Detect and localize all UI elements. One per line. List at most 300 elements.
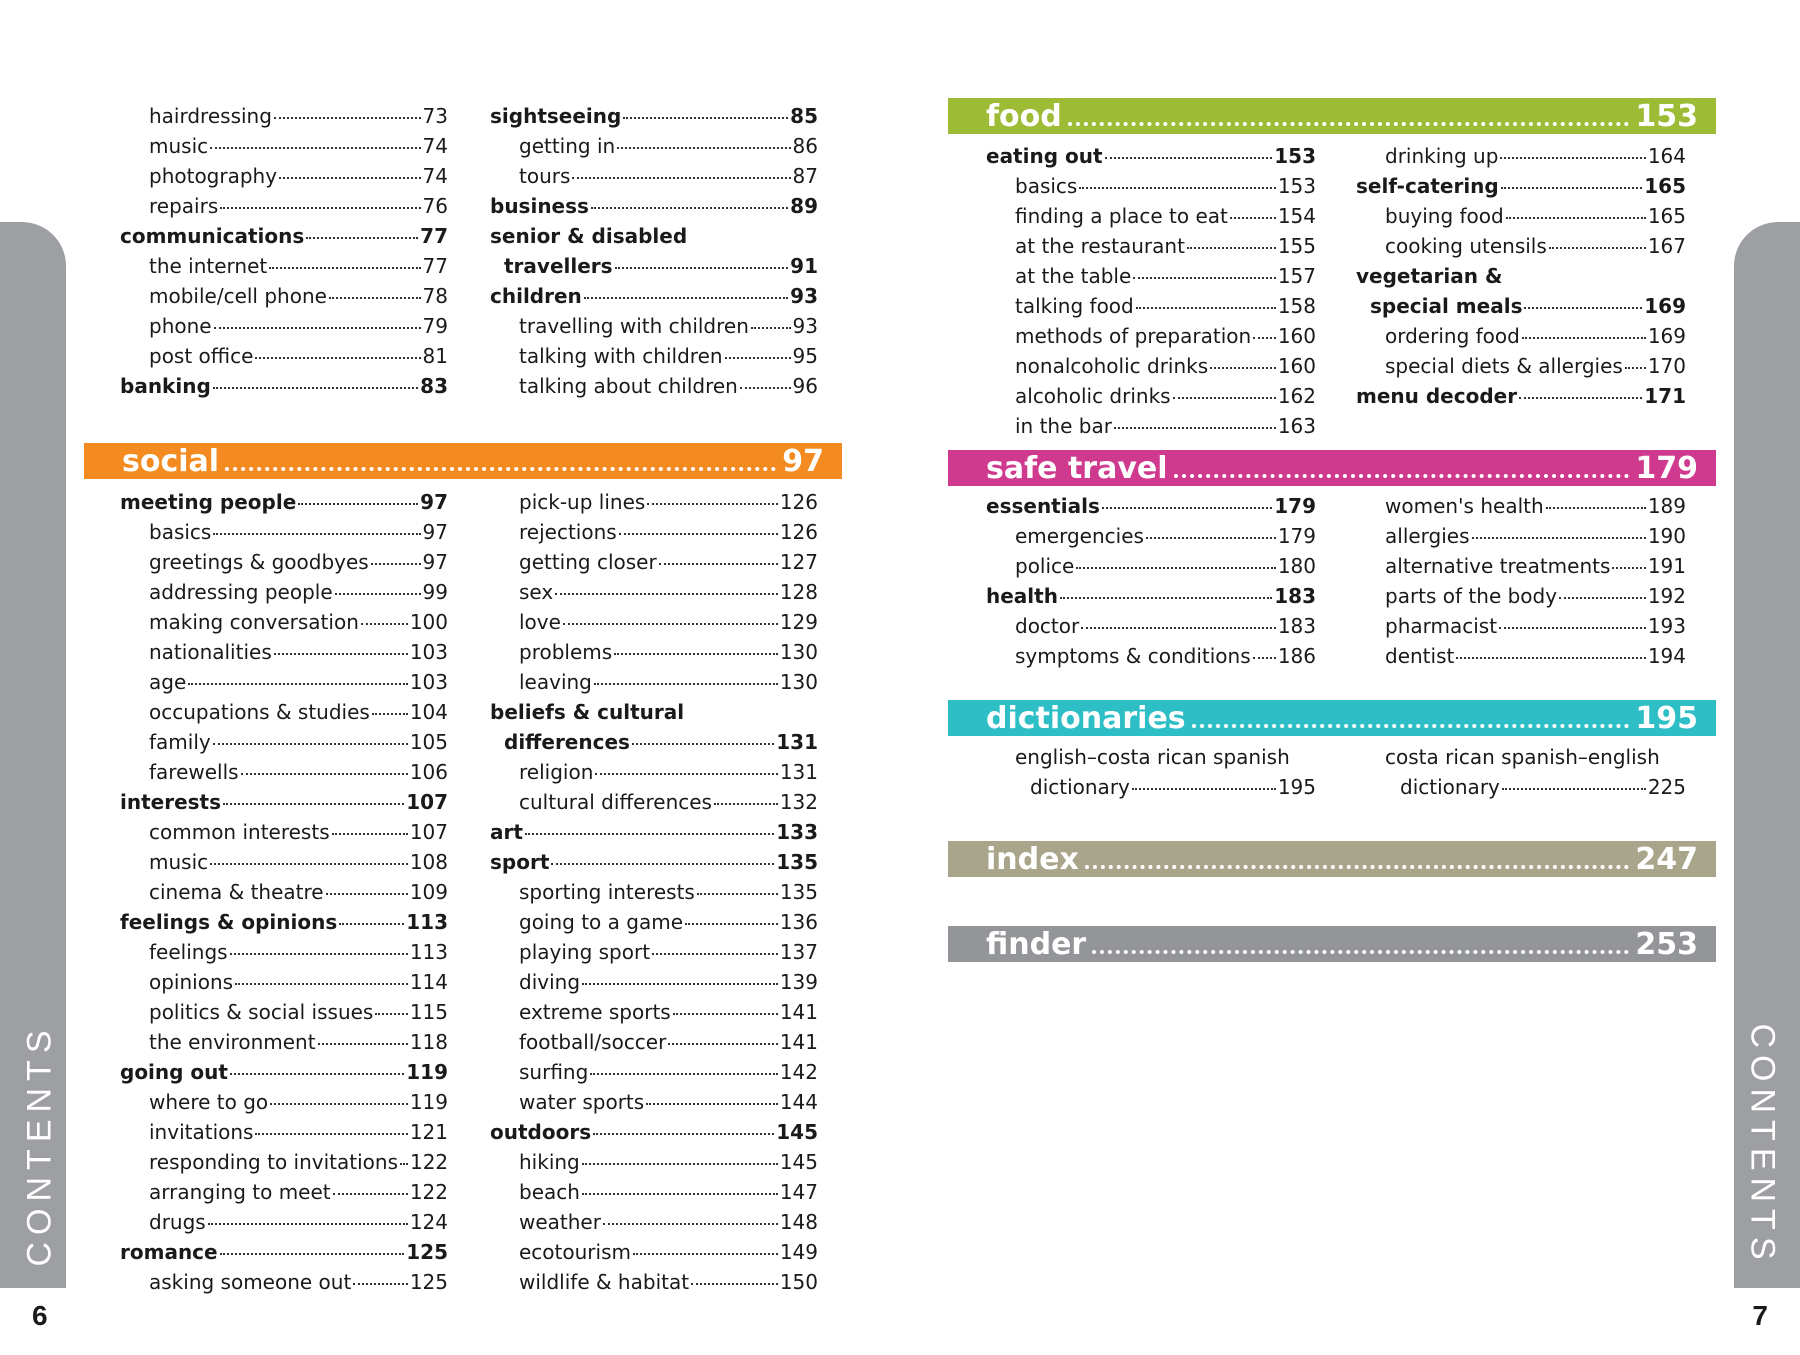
- toc-entry[interactable]: [490, 547, 818, 577]
- toc-entry-label: vegetarian &: [1356, 264, 1503, 288]
- section-page: 247: [1635, 841, 1698, 877]
- toc-entry[interactable]: [120, 727, 448, 757]
- section-page: 153: [1635, 98, 1698, 134]
- toc-entry-page: 139: [779, 970, 818, 994]
- toc-entry-page: 131: [776, 730, 818, 754]
- toc-entry[interactable]: [490, 877, 818, 907]
- toc-entry[interactable]: [986, 201, 1316, 231]
- toc-entry-label: senior & disabled: [490, 224, 688, 248]
- dot-leader: [1192, 724, 1630, 728]
- dot-leader: [1210, 367, 1276, 369]
- dot-leader: [1136, 307, 1276, 309]
- toc-entry[interactable]: [120, 487, 448, 517]
- toc-entry[interactable]: [490, 341, 818, 371]
- toc-entry[interactable]: [1356, 521, 1686, 551]
- toc-entry[interactable]: [490, 577, 818, 607]
- toc-entry[interactable]: [120, 1117, 448, 1147]
- toc-entry[interactable]: [490, 517, 818, 547]
- toc-entry-label: dentist: [1385, 644, 1455, 668]
- toc-entry[interactable]: [120, 1177, 448, 1207]
- dot-leader: [595, 773, 777, 775]
- toc-entry[interactable]: [120, 1207, 448, 1237]
- dot-leader: [270, 1103, 408, 1105]
- toc-entry-page: 124: [409, 1210, 448, 1234]
- toc-entry[interactable]: [120, 907, 448, 937]
- toc-entry-page: 76: [422, 194, 448, 218]
- dot-leader: [1499, 627, 1646, 629]
- toc-entry-page: 103: [409, 670, 448, 694]
- toc-entry-label: wildlife & habitat: [519, 1270, 690, 1294]
- toc-entry[interactable]: [1356, 321, 1686, 351]
- dot-leader: [1612, 567, 1645, 569]
- dot-leader: [1068, 122, 1630, 126]
- toc-entry-page: 135: [779, 880, 818, 904]
- toc-entry[interactable]: [986, 772, 1316, 802]
- toc-entry-label: rejections: [519, 520, 617, 544]
- toc-entry[interactable]: [1356, 381, 1686, 411]
- dot-leader: [584, 297, 788, 299]
- dot-leader: [551, 863, 774, 865]
- toc-entry-label: making conversation: [149, 610, 359, 634]
- toc-entry[interactable]: [490, 251, 818, 281]
- toc-entry-page: 179: [1277, 524, 1316, 548]
- dot-leader: [1546, 507, 1646, 509]
- toc-entry[interactable]: [120, 311, 448, 341]
- toc-entry-label: water sports: [519, 1090, 645, 1114]
- toc-entry-page: 118: [409, 1030, 448, 1054]
- toc-entry-page: 100: [409, 610, 448, 634]
- dot-leader: [225, 467, 776, 471]
- toc-entry[interactable]: [986, 581, 1316, 611]
- dot-leader: [208, 1223, 408, 1225]
- section-bar-social[interactable]: [84, 443, 842, 479]
- section-bar-safe-travel[interactable]: [948, 450, 1716, 486]
- toc-entry-page: 127: [779, 550, 818, 574]
- toc-entry[interactable]: [490, 727, 818, 757]
- toc-entry[interactable]: [120, 1057, 448, 1087]
- toc-entry[interactable]: [1356, 141, 1686, 171]
- toc-entry[interactable]: [490, 371, 818, 401]
- toc-entry-label: doctor: [1015, 614, 1080, 638]
- toc-entry[interactable]: [120, 787, 448, 817]
- section-title: index: [986, 841, 1079, 877]
- toc-entry[interactable]: [1356, 581, 1686, 611]
- dot-leader: [220, 207, 420, 209]
- toc-entry-label: religion: [519, 760, 594, 784]
- dot-leader: [525, 833, 774, 835]
- section-bar-finder[interactable]: [948, 926, 1716, 962]
- toc-entry[interactable]: [120, 937, 448, 967]
- toc-entry-page: 155: [1277, 234, 1316, 258]
- toc-entry-page: 195: [1277, 775, 1316, 799]
- dot-leader: [1079, 187, 1275, 189]
- toc-entry-label: police: [1015, 554, 1075, 578]
- toc-entry[interactable]: [1356, 641, 1686, 671]
- toc-entry[interactable]: [120, 667, 448, 697]
- dot-leader: [582, 1163, 778, 1165]
- toc-entry-label: family: [149, 730, 211, 754]
- toc-entry[interactable]: [490, 1177, 818, 1207]
- toc-entry-page: 109: [409, 880, 448, 904]
- toc-entry[interactable]: [986, 742, 1316, 772]
- toc-entry[interactable]: [490, 607, 818, 637]
- toc-entry[interactable]: [120, 697, 448, 727]
- dot-leader: [623, 117, 788, 119]
- toc-entry-label: talking with children: [519, 344, 723, 368]
- toc-entry-label: sporting interests: [519, 880, 695, 904]
- dot-leader: [582, 983, 778, 985]
- toc-entry-label: methods of preparation: [1015, 324, 1252, 348]
- toc-entry[interactable]: [120, 1237, 448, 1267]
- toc-entry[interactable]: [490, 131, 818, 161]
- toc-entry-label: sightseeing: [490, 104, 622, 128]
- toc-entry-page: 132: [779, 790, 818, 814]
- section-bar-dictionaries[interactable]: [948, 700, 1716, 736]
- toc-entry[interactable]: [120, 251, 448, 281]
- toc-entry-page: 183: [1274, 584, 1316, 608]
- toc-entry[interactable]: [120, 637, 448, 667]
- toc-entry-label: music: [149, 850, 209, 874]
- dot-leader: [1146, 537, 1276, 539]
- toc-entry[interactable]: [986, 611, 1316, 641]
- toc-entry[interactable]: [120, 877, 448, 907]
- toc-entry-label: greetings & goodbyes: [149, 550, 369, 574]
- dot-leader: [1114, 427, 1276, 429]
- toc-entry[interactable]: [490, 847, 818, 877]
- toc-entry[interactable]: [120, 371, 448, 401]
- dot-leader: [269, 267, 420, 269]
- toc-entry-label: the internet: [149, 254, 268, 278]
- toc-entry-label: hiking: [519, 1150, 580, 1174]
- toc-entry-label: alternative treatments: [1385, 554, 1611, 578]
- toc-entry[interactable]: [120, 221, 448, 251]
- toc-entry[interactable]: [986, 551, 1316, 581]
- toc-entry-page: 192: [1647, 584, 1686, 608]
- toc-entry-page: 193: [1647, 614, 1686, 638]
- toc-entry-page: 104: [409, 700, 448, 724]
- toc-entry-label: problems: [519, 640, 613, 664]
- toc-entry-label: opinions: [149, 970, 234, 994]
- toc-entry-page: 135: [776, 850, 818, 874]
- toc-entry-page: 186: [1277, 644, 1316, 668]
- contents-tab-label-left: CONTENTS: [20, 1023, 59, 1267]
- toc-entry-page: 96: [792, 374, 818, 398]
- toc-entry-page: 122: [409, 1180, 448, 1204]
- toc-entry-label: pharmacist: [1385, 614, 1498, 638]
- toc-entry[interactable]: [120, 101, 448, 131]
- dot-leader: [614, 653, 778, 655]
- toc-entry-page: 191: [1647, 554, 1686, 578]
- section-bar-food[interactable]: [948, 98, 1716, 134]
- toc-entry-page: 113: [406, 910, 448, 934]
- toc-entry-label: sport: [490, 850, 550, 874]
- toc-entry[interactable]: [986, 321, 1316, 351]
- toc-entry[interactable]: [490, 757, 818, 787]
- toc-entry-label: common interests: [149, 820, 330, 844]
- dot-leader: [213, 533, 420, 535]
- toc-entry[interactable]: [120, 1147, 448, 1177]
- toc-entry-label: allergies: [1385, 524, 1470, 548]
- toc-entry[interactable]: [120, 131, 448, 161]
- toc-entry[interactable]: [986, 171, 1316, 201]
- toc-entry[interactable]: [490, 1237, 818, 1267]
- toc-entry[interactable]: [1356, 201, 1686, 231]
- toc-entry[interactable]: [1356, 291, 1686, 321]
- toc-entry[interactable]: [490, 281, 818, 311]
- toc-entry-page: 162: [1277, 384, 1316, 408]
- toc-entry[interactable]: [1356, 261, 1686, 291]
- toc-entry-page: 171: [1644, 384, 1686, 408]
- toc-entry[interactable]: [490, 487, 818, 517]
- toc-entry-page: 73: [422, 104, 448, 128]
- toc-entry-page: 189: [1647, 494, 1686, 518]
- dot-leader: [241, 773, 408, 775]
- dot-leader: [1456, 657, 1645, 659]
- toc-entry-page: 95: [792, 344, 818, 368]
- toc-entry[interactable]: [490, 637, 818, 667]
- toc-column: [120, 487, 448, 1297]
- toc-entry-label: business: [490, 194, 589, 218]
- page-number-right: 7: [1752, 1300, 1768, 1331]
- toc-entry[interactable]: [986, 141, 1316, 171]
- toc-entry[interactable]: [120, 341, 448, 371]
- toc-entry[interactable]: [986, 381, 1316, 411]
- dot-leader: [1174, 474, 1630, 478]
- toc-entry[interactable]: [120, 1087, 448, 1117]
- dot-leader: [1253, 337, 1276, 339]
- toc-entry-label: feelings: [149, 940, 228, 964]
- toc-entry[interactable]: [986, 231, 1316, 261]
- toc-entry-label: travelling with children: [519, 314, 749, 338]
- section-bar-index[interactable]: [948, 841, 1716, 877]
- toc-entry-label: leaving: [519, 670, 592, 694]
- dot-leader: [1092, 950, 1629, 954]
- toc-entry-page: 86: [792, 134, 818, 158]
- toc-entry-label: responding to invitations: [149, 1150, 398, 1174]
- toc-entry[interactable]: [120, 191, 448, 221]
- toc-entry[interactable]: [1356, 551, 1686, 581]
- dot-leader: [214, 327, 421, 329]
- toc-entry[interactable]: [120, 607, 448, 637]
- toc-entry-label: english–costa rican spanish: [1015, 745, 1290, 769]
- toc-entry[interactable]: [490, 191, 818, 221]
- toc-entry[interactable]: [490, 697, 818, 727]
- toc-entry-label: art: [490, 820, 523, 844]
- dot-leader: [632, 743, 774, 745]
- toc-entry[interactable]: [120, 1027, 448, 1057]
- dot-leader: [213, 743, 408, 745]
- toc-entry[interactable]: [490, 1057, 818, 1087]
- toc-entry-label: repairs: [149, 194, 219, 218]
- toc-entry[interactable]: [120, 757, 448, 787]
- toc-entry[interactable]: [1356, 231, 1686, 261]
- section-page: 179: [1635, 450, 1698, 486]
- toc-entry[interactable]: [490, 907, 818, 937]
- toc-entry-label: menu decoder: [1356, 384, 1518, 408]
- toc-entry-page: 89: [790, 194, 818, 218]
- dot-leader: [306, 237, 418, 239]
- toc-entry-page: 131: [779, 760, 818, 784]
- dot-leader: [274, 653, 408, 655]
- toc-entry[interactable]: [1356, 491, 1686, 521]
- toc-entry[interactable]: [986, 351, 1316, 381]
- toc-column: [1356, 141, 1686, 411]
- toc-entry-page: 126: [779, 520, 818, 544]
- toc-entry[interactable]: [120, 847, 448, 877]
- toc-entry-page: 93: [790, 284, 818, 308]
- toc-column: [1356, 491, 1686, 671]
- dot-leader: [1060, 597, 1272, 599]
- toc-entry-label: special diets & allergies: [1385, 354, 1623, 378]
- toc-entry[interactable]: [120, 577, 448, 607]
- toc-column: [986, 742, 1316, 802]
- toc-entry-page: 179: [1274, 494, 1316, 518]
- dot-leader: [332, 833, 408, 835]
- toc-entry-page: 115: [409, 1000, 448, 1024]
- toc-entry-label: health: [986, 584, 1058, 608]
- toc-entry-page: 194: [1647, 644, 1686, 668]
- dot-leader: [353, 1283, 407, 1285]
- toc-entry[interactable]: [986, 491, 1316, 521]
- dot-leader: [210, 863, 408, 865]
- toc-entry-page: 160: [1277, 354, 1316, 378]
- dot-leader: [333, 1193, 408, 1195]
- toc-entry-label: essentials: [986, 494, 1100, 518]
- toc-entry[interactable]: [490, 221, 818, 251]
- dot-leader: [1132, 788, 1276, 790]
- dot-leader: [329, 297, 421, 299]
- toc-entry-page: 77: [422, 254, 448, 278]
- toc-entry-page: 81: [422, 344, 448, 368]
- toc-entry[interactable]: [490, 1207, 818, 1237]
- toc-entry-label: finding a place to eat: [1015, 204, 1228, 228]
- toc-entry-label: invitations: [149, 1120, 254, 1144]
- dot-leader: [582, 1193, 778, 1195]
- toc-entry[interactable]: [490, 937, 818, 967]
- toc-entry[interactable]: [490, 787, 818, 817]
- toc-entry[interactable]: [1356, 351, 1686, 381]
- toc-entry-page: 74: [422, 134, 448, 158]
- dot-leader: [659, 563, 778, 565]
- toc-entry-page: 74: [422, 164, 448, 188]
- toc-entry-page: 154: [1277, 204, 1316, 228]
- toc-entry-label: interests: [120, 790, 222, 814]
- toc-entry[interactable]: [490, 1087, 818, 1117]
- toc-entry[interactable]: [120, 997, 448, 1027]
- dot-leader: [1502, 788, 1646, 790]
- toc-entry-label: women's health: [1385, 494, 1544, 518]
- toc-entry-label: symptoms & conditions: [1015, 644, 1251, 668]
- toc-entry[interactable]: [120, 161, 448, 191]
- toc-entry-label: talking food: [1015, 294, 1134, 318]
- dot-leader: [274, 117, 421, 119]
- toc-entry[interactable]: [120, 281, 448, 311]
- dot-leader: [230, 1073, 404, 1075]
- toc-entry[interactable]: [490, 1117, 818, 1147]
- toc-entry-page: 190: [1647, 524, 1686, 548]
- dot-leader: [1187, 247, 1276, 249]
- toc-entry-page: 157: [1277, 264, 1316, 288]
- dot-leader: [1105, 157, 1273, 159]
- toc-entry-page: 164: [1647, 144, 1686, 168]
- toc-entry-page: 149: [779, 1240, 818, 1264]
- toc-entry-page: 153: [1277, 174, 1316, 198]
- toc-entry[interactable]: [120, 547, 448, 577]
- dot-leader: [1076, 567, 1275, 569]
- dot-leader: [1173, 397, 1276, 399]
- dot-leader: [255, 1133, 407, 1135]
- toc-entry[interactable]: [986, 521, 1316, 551]
- toc-column: [1356, 742, 1686, 802]
- toc-entry-label: the environment: [149, 1030, 316, 1054]
- toc-entry-page: 119: [409, 1090, 448, 1114]
- toc-entry-page: 142: [779, 1060, 818, 1084]
- toc-entry-label: meeting people: [120, 490, 297, 514]
- toc-entry[interactable]: [986, 291, 1316, 321]
- toc-entry[interactable]: [490, 1027, 818, 1057]
- toc-entry[interactable]: [986, 261, 1316, 291]
- dot-leader: [1472, 537, 1646, 539]
- toc-entry-label: music: [149, 134, 209, 158]
- dot-leader: [685, 923, 778, 925]
- toc-entry[interactable]: [1356, 171, 1686, 201]
- toc-entry-page: 113: [409, 940, 448, 964]
- dot-leader: [1506, 217, 1646, 219]
- toc-entry-page: 119: [406, 1060, 448, 1084]
- toc-entry[interactable]: [1356, 611, 1686, 641]
- toc-entry[interactable]: [490, 667, 818, 697]
- dot-leader: [188, 683, 408, 685]
- dot-leader: [740, 387, 791, 389]
- toc-entry-page: 99: [422, 580, 448, 604]
- toc-entry-label: occupations & studies: [149, 700, 370, 724]
- toc-entry[interactable]: [490, 967, 818, 997]
- toc-entry[interactable]: [120, 517, 448, 547]
- toc-entry[interactable]: [490, 311, 818, 341]
- toc-entry[interactable]: [1356, 772, 1686, 802]
- toc-entry[interactable]: [1356, 742, 1686, 772]
- toc-entry[interactable]: [120, 1267, 448, 1297]
- dot-leader: [326, 893, 408, 895]
- toc-entry[interactable]: [490, 101, 818, 131]
- toc-entry[interactable]: [490, 1267, 818, 1297]
- toc-entry-page: 141: [779, 1030, 818, 1054]
- toc-entry[interactable]: [490, 1147, 818, 1177]
- right-page: [900, 0, 1800, 1355]
- toc-column: [490, 101, 818, 401]
- toc-entry-page: 97: [422, 520, 448, 544]
- toc-entry-label: cultural differences: [519, 790, 712, 814]
- dot-leader: [593, 1133, 774, 1135]
- dot-leader: [668, 1043, 777, 1045]
- dot-leader: [400, 1163, 408, 1165]
- toc-entry-label: photography: [149, 164, 278, 188]
- toc-entry[interactable]: [986, 411, 1316, 441]
- toc-entry-page: 83: [420, 374, 448, 398]
- toc-entry-label: beliefs & cultural: [490, 700, 685, 724]
- toc-entry[interactable]: [120, 817, 448, 847]
- toc-entry-label: where to go: [149, 1090, 269, 1114]
- toc-entry[interactable]: [490, 817, 818, 847]
- toc-entry[interactable]: [490, 997, 818, 1027]
- toc-entry[interactable]: [120, 967, 448, 997]
- toc-entry-page: 160: [1277, 324, 1316, 348]
- toc-entry[interactable]: [986, 641, 1316, 671]
- dot-leader: [230, 953, 408, 955]
- toc-entry[interactable]: [490, 161, 818, 191]
- toc-entry-label: alcoholic drinks: [1015, 384, 1171, 408]
- toc-entry-page: 145: [776, 1120, 818, 1144]
